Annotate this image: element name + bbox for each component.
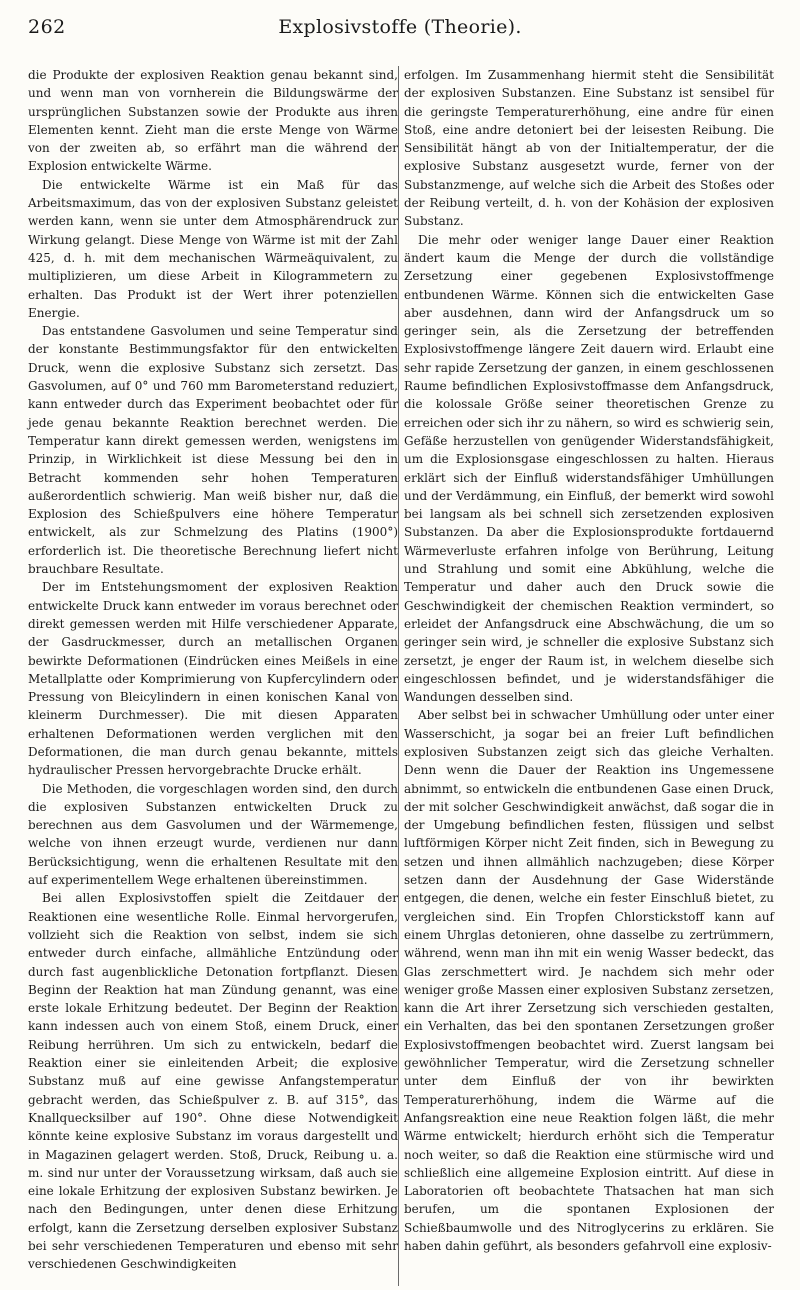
- paragraph: Die Methoden, die vorgeschlagen worden sind, den durch die explosiven Substanzen entwickelten Druck zu berechnen aus dem Gasvolumen und der Wärmemenge, welche von ihnen erzeugt wurde, verdienen nur dann Berücksichtigung, wenn die erhaltenen Resultate mit den auf experimentellem Wege erhaltenen übereinstimmen.: [28, 781, 398, 888]
- paragraph: Der im Entstehungsmoment der explosiven Reaktion entwickelte Druck kann entweder im voraus berechnet oder direkt gemessen werden mit Hilfe verschiedener Apparate, der Gasdruckmesser, durch an metallischen Organen bewirkte Deformationen (Eindrücken eines Meißels in eine Metallplatte oder Komprimierung von Kupfercylindern oder Pressung von Bleicylindern in einen konischen Kanal von kleinerm Durchmesser). Die mit diesen Apparaten erhaltenen Deformationen werden verglichen mit den Deformationen, die man durch genau bekannte, mittels hydraulischer Pressen hervorgebrachte Drucke erhält.: [28, 580, 398, 778]
- left-column: [28, 66, 398, 1274]
- right-column: [404, 66, 774, 1255]
- paragraph: Die mehr oder weniger lange Dauer einer Reaktion ändert kaum die Menge der durch die vollständige Zersetzung einer gegebenen Explosivstoffmenge entbundenen Wärme. Können sich die entwickelten Gase aber ausdehnen, dann wird der Anfangsdruck um so geringer sein, als die Zersetzung der betreffenden Explosivstoffmenge längere Zeit dauern wird. Erlaubt eine sehr rapide Zersetzung der ganzen, in einem geschlossenen Raume befindlichen Explosivstoffmasse dem Anfangsdruck, die kolossale Größe seiner theoretischen Grenze zu erreichen oder sich ihr zu nähern, so wird es schwierig sein, Gefäße herzustellen von genügender Widerstandsfähigkeit, um die Explosionsgase eingeschlossen zu halten. Hieraus erklärt sich der Einfluß widerstandsfähiger Umhüllungen und der Verdämmung, ein Einfluß, der bemerkt wird sowohl bei langsam als bei schnell sich zersetzenden explosiven Substanzen. Da aber die Explosionsprodukte fortdauernd Wärmeverluste erfahren infolge von Berührung, Leitung und Strahlung und somit eine Abkühlung, welche die Temperatur und daher auch den Druck sowie die Geschwindigkeit der chemischen Reaktion vermindert, so erleidet der Anfangsdruck eine Abschwächung, die um so geringer sein wird, je schneller die explosive Substanz sich zersetzt, je enger der Raum ist, in welchem dieselbe sich eingeschlossen befindet, und je widerstandsfähiger die Wandungen desselben sind.: [404, 232, 774, 705]
- paragraph: die Produkte der explosiven Reaktion genau bekannt sind, und wenn man von vornherein die Bildungswärme der ursprünglichen Substanzen sowie der Produkte aus ihren Elementen kennt. Zieht man die erste Menge von Wärme von der zweiten ab, so erfährt man die während der Explosion entwickelte Wärme.: [28, 68, 398, 174]
- paragraph: erfolgen. Im Zusammenhang hiermit steht die Sensibilität der explosiven Substanzen. Eine Substanz ist sensibel für die geringste Temperaturerhöhung, eine andre für einen Stoß, eine andre detoniert bei der leisesten Reibung. Die Sensibilität hängt ab von der Initialtemperatur, der die explosive Substanz ausgesetzt wurde, ferner von der Substanzmenge, auf welche sich die Arbeit des Stoßes oder der Reibung verteilt, d. h. von der Kohäsion der explosiven Substanz.: [404, 68, 774, 229]
- column-divider: [398, 66, 399, 1286]
- paragraph: Aber selbst bei in schwacher Umhüllung oder unter einer Wasserschicht, ja sogar bei an freier Luft befindlichen explosiven Substanzen zeigt sich das gleiche Verhalten. Denn wenn die Dauer der Reaktion ins Ungemessene abnimmt, so entwickeln die entbundenen Gase einen Druck, der mit solcher Geschwindigkeit anwächst, daß sogar die in der Umgebung befindlichen festen, flüssigen und selbst luftförmigen Körper nicht Zeit finden, sich in Bewegung zu setzen und ihnen allmählich nachzugeben; diese Körper setzen dann der Ausdehnung der Gase Widerstände entgegen, die denen, welche ein fester Einschluß bietet, zu vergleichen sind. Ein Tropfen Chlorstickstoff kann auf einem Uhrglas detonieren, ohne dasselbe zu zertrümmern, während, wenn man ihn mit ein wenig Wasser bedeckt, das Glas zerschmettert wird. Je nachdem sich mehr oder weniger große Massen einer explosiven Substanz zersetzen, kann die Art ihrer Zersetzung sich verschieden gestalten, ein Verhalten, das bei den spontanen Zersetzungen großer Explosivstoffmengen beobachtet wird. Zuerst langsam bei gewöhnlicher Temperatur, wird die Zersetzung schneller unter dem Einfluß der von ihr bewirkten Temperaturerhöhung, indem die Wärme auf die Anfangsreaktion eine neue Reaktion folgen läßt, die mehr Wärme entwickelt; hierdurch erhöht sich die Temperatur noch weiter, so daß die Reaktion eine stürmische wird und schließlich eine allgemeine Explosion eintritt. Auf diese in Laboratorien oft beobachtete Thatsachen hat man sich berufen, um die spontanen Explosionen der Schießbaumwolle und des Nitroglycerins zu erklären. Sie haben dahin geführt, als besonders gefahrvoll eine explosiv-: [404, 708, 774, 1253]
- paragraph: Die entwickelte Wärme ist ein Maß für das Arbeitsmaximum, das von der explosiven Substanz geleistet werden kann, wenn sie unter dem Atmosphärendruck zur Wirkung gelangt. Diese Menge von Wärme ist mit der Zahl 425, d. h. mit dem mechanischen Wärmeäquivalent, zu multiplizieren, um diese Arbeit in Kilogrammetern zu erhalten. Das Produkt ist der Wert ihrer potenziellen Energie.: [28, 177, 398, 320]
- paragraph: Das entstandene Gasvolumen und seine Temperatur sind der konstante Bestimmungsfaktor für den entwickelten Druck, wenn die explosive Substanz sich zersetzt. Das Gasvolumen, auf 0° und 760 mm Barometerstand reduziert, kann entweder durch das Experiment beobachtet oder für jede genau bekannte Reaktion berechnet werden. Die Temperatur kann direkt gemessen werden, wenigstens im Prinzip, in Wirklichkeit ist diese Messung bei den in Betracht kommenden sehr hohen Temperaturen außerordentlich schwierig. Man weiß bisher nur, daß die Explosion des Schießpulvers eine höhere Temperatur entwickelt, als zur Schmelzung des Platins (1900°) erforderlich ist. Die theoretische Berechnung liefert nicht brauchbare Resultate.: [28, 324, 398, 577]
- paragraph: Bei allen Explosivstoffen spielt die Zeitdauer der Reaktionen eine wesentliche Rolle. Einmal hervorgerufen, vollzieht sich die Reaktion von selbst, indem sie sich entweder durch einfache, allmähliche Entzündung oder durch fast augenblickliche Detonation fortpflanzt. Diesen Beginn der Reaktion hat man Zündung genannt, was eine erste lokale Erhitzung bedeutet. Der Beginn der Reaktion kann indessen auch von einem Stoß, einem Druck, einer Reibung herrühren. Um sich zu entwickeln, bedarf die Reaktion einer sie einleitenden Arbeit; die explosive Substanz muß auf eine gewisse Anfangstemperatur gebracht werden, das Schießpulver z. B. auf 315°, das Knallquecksilber auf 190°. Ohne diese Notwendigkeit könnte keine explosive Substanz im voraus dargestellt und in Magazinen gelagert werden. Stoß, Druck, Reibung u. a. m. sind nur unter der Voraussetzung wirksam, daß auch sie eine lokale Erhitzung der explosiven Substanz bewirken. Je nach den Bedingungen, unter denen diese Erhitzung erfolgt, kann die Zersetzung derselben explosiver Substanz bei sehr verschiedenen Temperaturen und ebenso mit sehr verschiedenen Geschwindigkeiten: [28, 891, 398, 1272]
- page-number: 262: [28, 16, 66, 38]
- running-title: Explosivstoffe (Theorie).: [278, 16, 522, 38]
